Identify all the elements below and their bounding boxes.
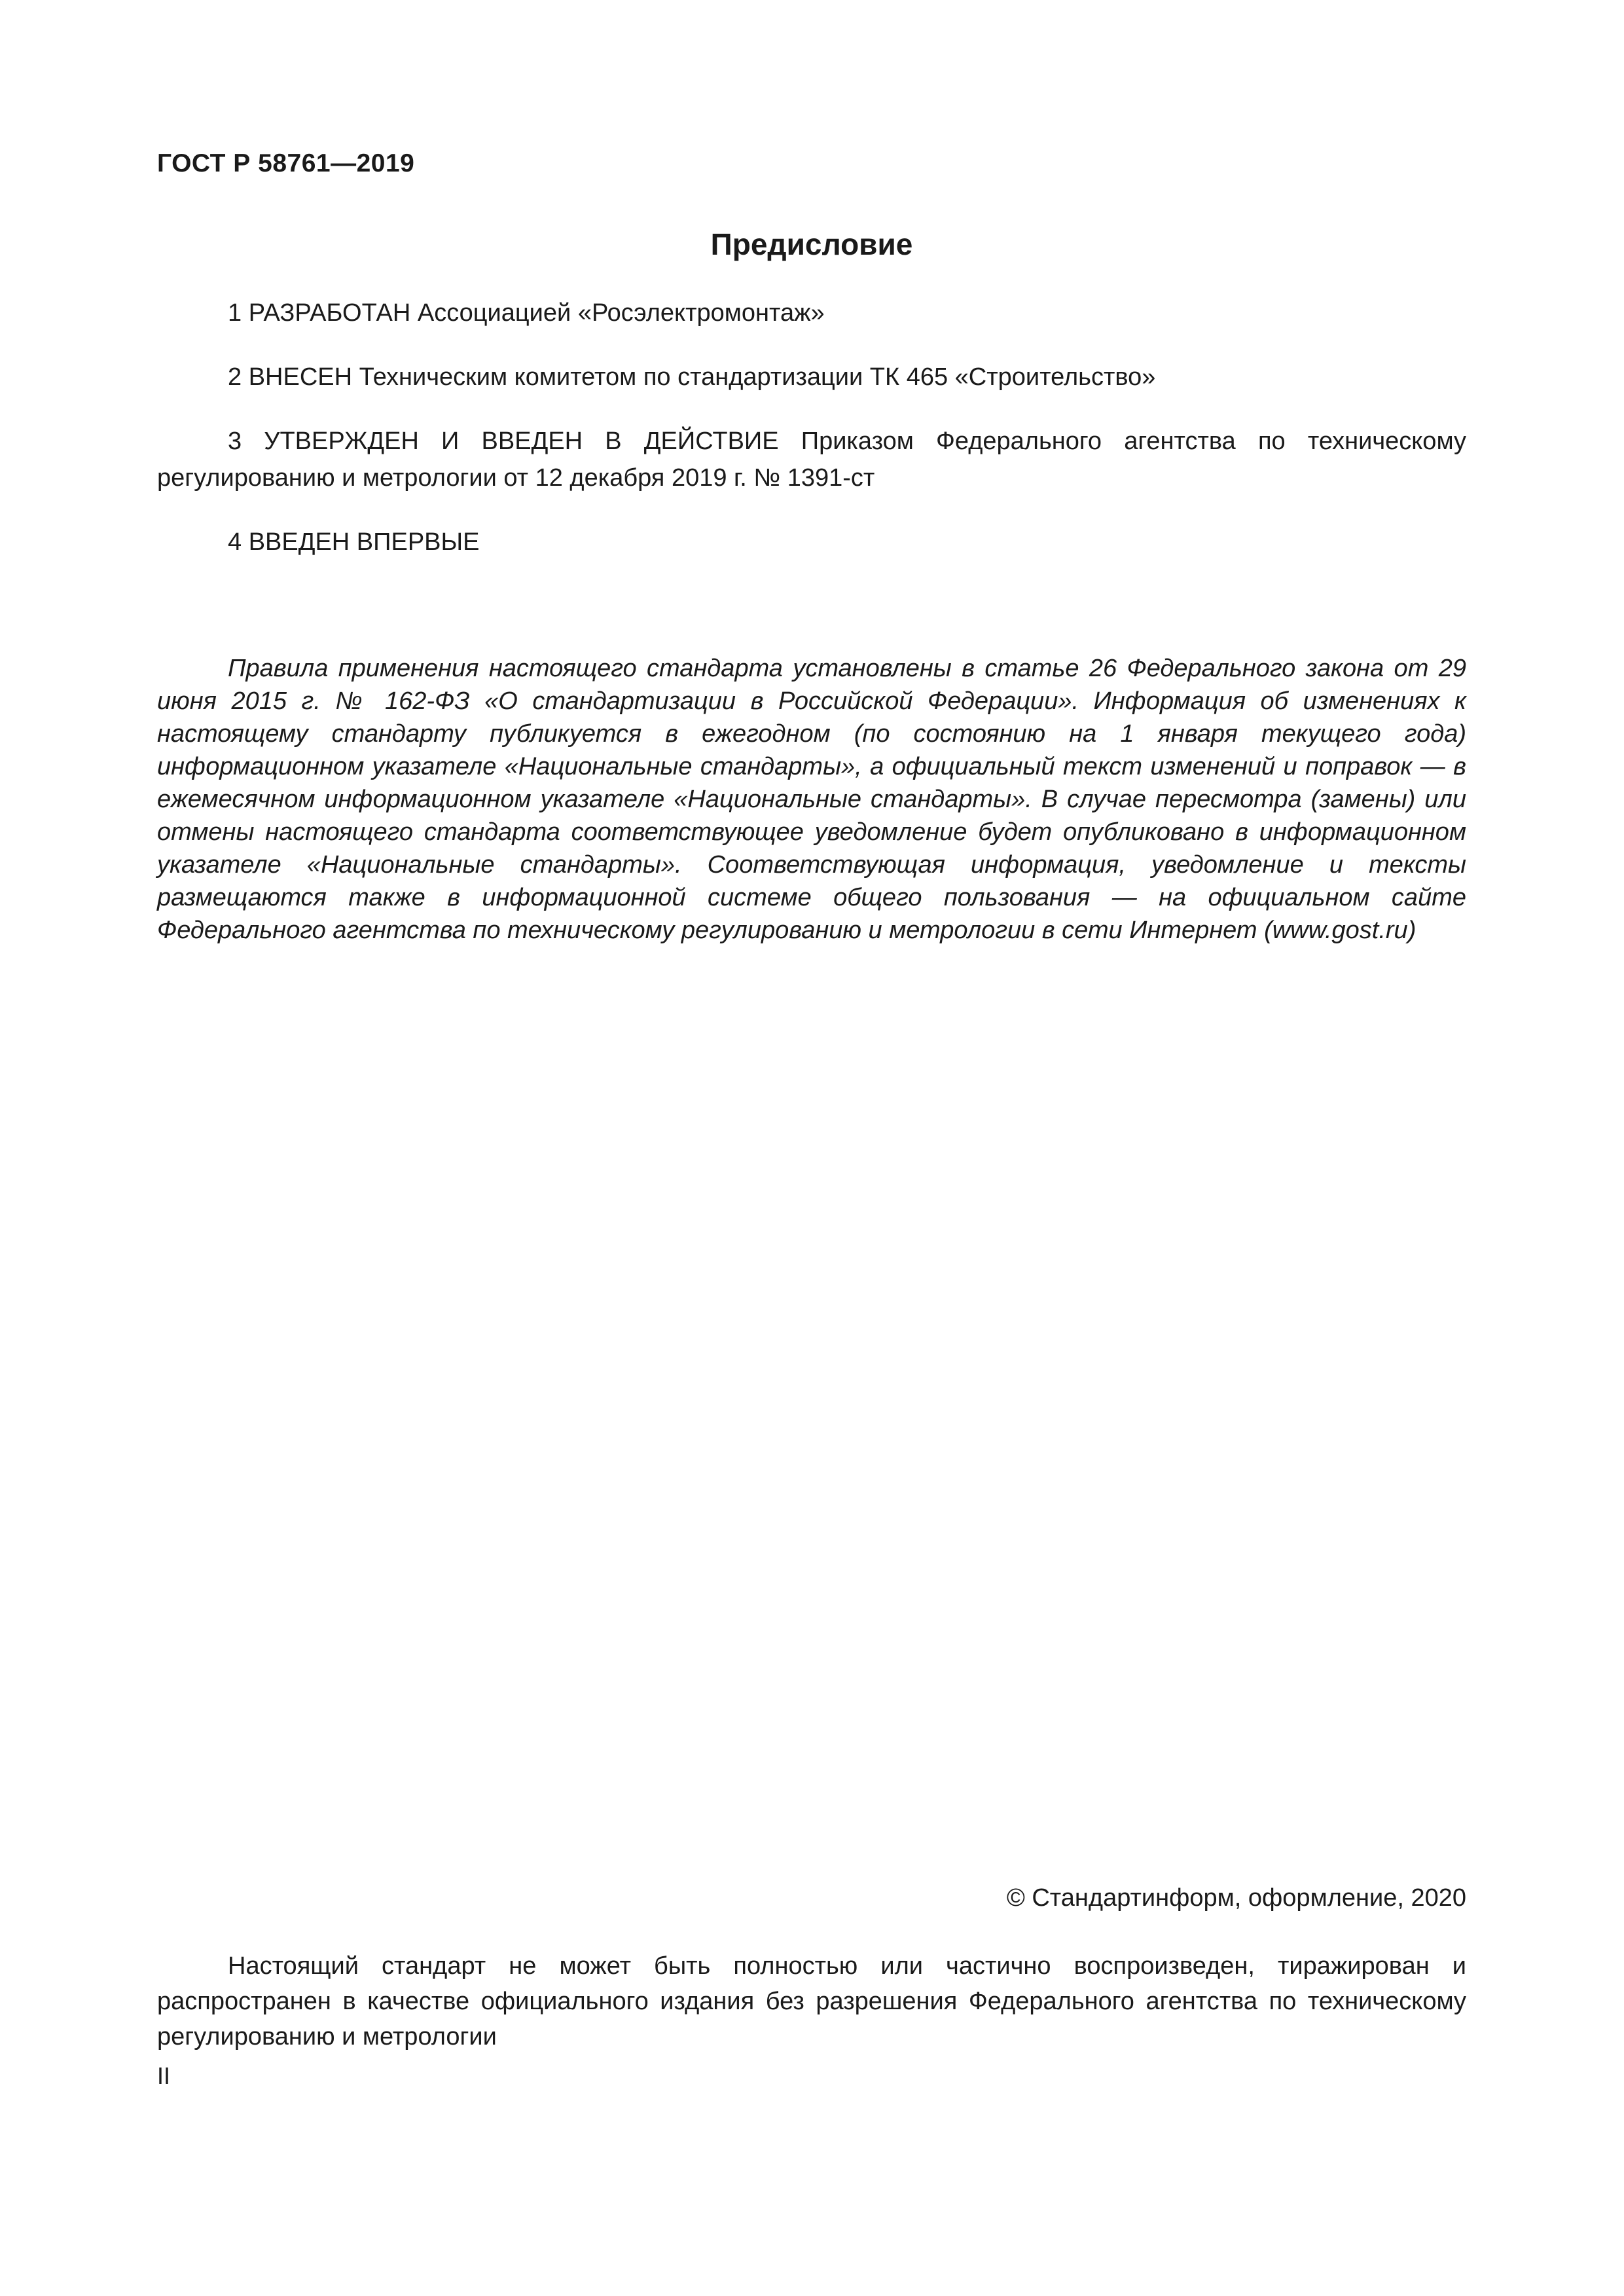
- foreword-item-approved: 3 УТВЕРЖДЕН И ВВЕДЕН В ДЕЙСТВИЕ Приказом Федерального агентства по техническому регулированию и метрологии от 12 декабря 2019 г. № 1391-ст: [157, 428, 1466, 492]
- page-number: II: [157, 2062, 171, 2089]
- copyright-line: © Стандартинформ, оформление, 2020: [1006, 1884, 1466, 1912]
- foreword-item-first-introduced: 4 ВВЕДЕН ВПЕРВЫЕ: [228, 528, 480, 556]
- foreword-item-developed: 1 РАЗРАБОТАН Ассоциацией «Росэлектромонтаж»: [228, 299, 825, 327]
- document-code: ГОСТ Р 58761—2019: [157, 149, 415, 177]
- page-title: Предисловие: [710, 227, 913, 261]
- application-rules-paragraph: Правила применения настоящего стандарта установлены в статье 26 Федерального закона от 29 июня 2015 г. № 162-ФЗ «О стандартизации в Российской Федерации». Информация об изменениях к настоящему стандарту публикуется в ежегодном (по состоянию на 1 января текущего года) информационном указателе «Национальные стандарты», а официальный текст изменений и поправок — в ежемесячном информационном указателе «Национальные стандарты». В случае пересмотра (замены) или отмены настоящего стандарта соответствующее уведомление будет опубликовано в информационном указателе «Национальные стандарты». Соответствующая информация, уведомление и тексты размещаются также в информационной системе общего пользования — на официальном сайте Федерального агентства по техническому регулированию и метрологии в сети Интернет (www.gost.ru): [157, 655, 1466, 944]
- reproduction-notice: Настоящий стандарт не может быть полностью или частично воспроизведен, тиражирован и распространен в качестве официального издания без разрешения Федерального агентства по техническому регулированию и метрологии: [157, 1952, 1466, 2050]
- foreword-item-introduced: 2 ВНЕСЕН Техническим комитетом по стандартизации ТК 465 «Строительство»: [228, 363, 1156, 391]
